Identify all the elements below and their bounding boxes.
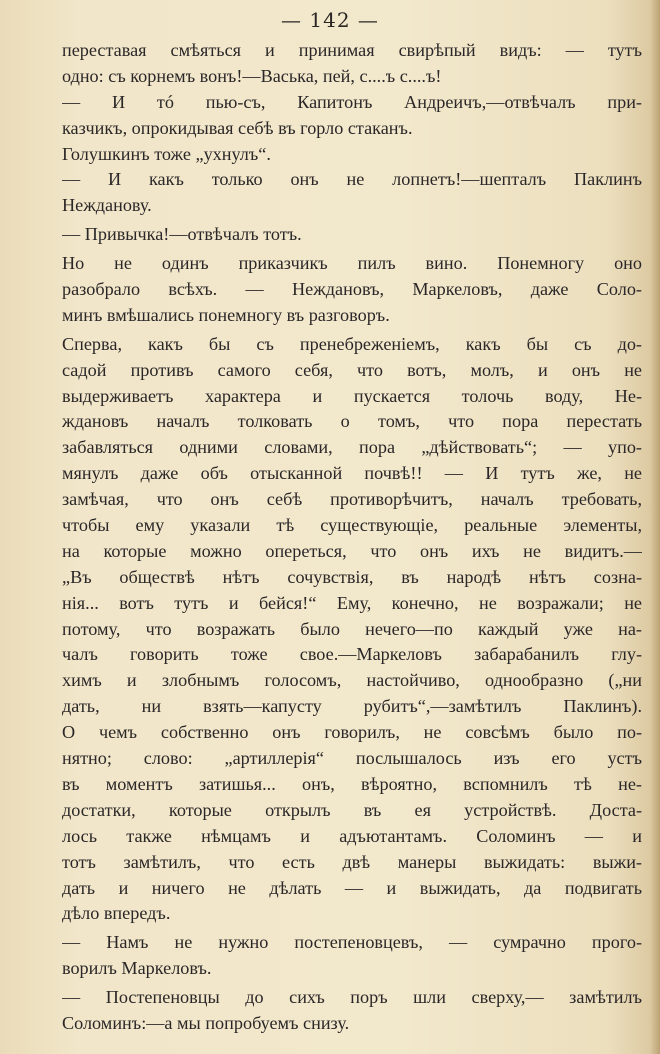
text-line: — Привычка!—отвѣчалъ тотъ. <box>62 224 302 245</box>
text-line: „Въ обществѣ нѣтъ сочувствія, въ народѣ нѣтъ созна- <box>62 566 642 587</box>
text-line: нятно; слово: „артиллерія“ послышалось изъ его устъ <box>62 748 642 769</box>
text-line: тотъ замѣтилъ, что есть двѣ манеры выжидать: выжи- <box>62 851 642 872</box>
text-line: чалъ говорить тоже свое.—Маркеловъ забарабанилъ глу- <box>62 644 642 665</box>
text-line: Соломинъ:—а мы попробуемъ снизу. <box>62 1012 350 1033</box>
page-text <box>62 38 642 1037</box>
text-line: замѣчая, что онъ себѣ противорѣчитъ, началъ требовать, <box>62 489 642 510</box>
text-line: лось также нѣмцамъ и адъютантамъ. Соломинъ — и <box>62 825 642 846</box>
text-line: одно: съ корнемъ вонъ!—Васька, пей, с....ъ с....ъ! <box>62 65 442 86</box>
text-line: садой противъ самого себя, что вотъ, молъ, и онъ не <box>62 359 642 380</box>
text-line: чтобы ему указали тѣ существующіе, реальные элементы, <box>62 515 642 536</box>
text-line: переставая смѣяться и принимая свирѣпый видъ: — тутъ <box>62 40 642 60</box>
text-line: — Намъ не нужно постепеновцевъ, — сумрачно прого- <box>62 932 642 953</box>
text-line: минъ вмѣшались понемногу въ разговоръ. <box>62 304 390 325</box>
text-line: О чемъ собственно онъ говорилъ, не совсѣмъ было по- <box>62 722 642 743</box>
text-line: — Постепеновцы до сихъ поръ шли сверху,— замѣтилъ <box>62 987 642 1008</box>
text-line: дать, ни взять—капусту рубитъ“,—замѣтилъ Паклинъ). <box>62 696 642 717</box>
page-number: — 142 — <box>281 8 379 32</box>
text-line: Нежданову. <box>62 195 152 216</box>
text-line: на которые можно опереться, что онъ ихъ не видитъ.— <box>62 540 642 561</box>
text-line: мянулъ даже объ отысканной почвѣ!! — И тутъ же, не <box>62 463 642 484</box>
text-line: ворилъ Маркеловъ. <box>62 958 212 979</box>
text-line: Но не одинъ приказчикъ пилъ вино. Понемногу оно <box>62 253 642 274</box>
text-line: потому, что возражать было нечего—по каждый уже на- <box>62 618 642 639</box>
text-line: Голушкинъ тоже „ухнулъ“. <box>62 143 271 164</box>
page-edge-shadow <box>650 0 660 1054</box>
text-line: ждановъ началъ толковать о томъ, что пора перестать <box>62 411 642 432</box>
text-line: химъ и злобнымъ голосомъ, настойчиво, однообразно („ни <box>62 670 642 691</box>
text-line: казчикъ, опрокидывая себѣ въ горло стаканъ. <box>62 117 413 138</box>
text-line: нія... вотъ тутъ и бейся!“ Ему, конечно, не возражали; не <box>62 592 642 613</box>
text-line: — И тó пью-съ, Капитонъ Андреичъ,—отвѣчалъ при- <box>62 91 642 112</box>
text-line: въ моментъ затишья... онъ, вѣроятно, вспомнилъ тѣ не- <box>62 773 642 794</box>
text-line: разобрало всѣхъ. — Неждановъ, Маркеловъ, даже Соло- <box>62 279 642 300</box>
text-line: — И какъ только онъ не лопнетъ!—шепталъ Паклинъ <box>62 169 642 190</box>
text-line: дать и ничего не дѣлать — и выжидать, да подвигать <box>62 877 642 898</box>
text-line: дѣло впередъ. <box>62 903 171 924</box>
text-line: выдерживаетъ характера и пускается толочь воду, Не- <box>62 385 642 406</box>
text-line: достатки, которые открылъ въ ея устройствѣ. Доста- <box>62 799 642 820</box>
text-line: забавляться одними словами, пора „дѣйствовать“; — упо- <box>62 437 642 458</box>
text-line: Сперва, какъ бы съ пренебреженіемъ, какъ бы съ до- <box>62 333 642 354</box>
